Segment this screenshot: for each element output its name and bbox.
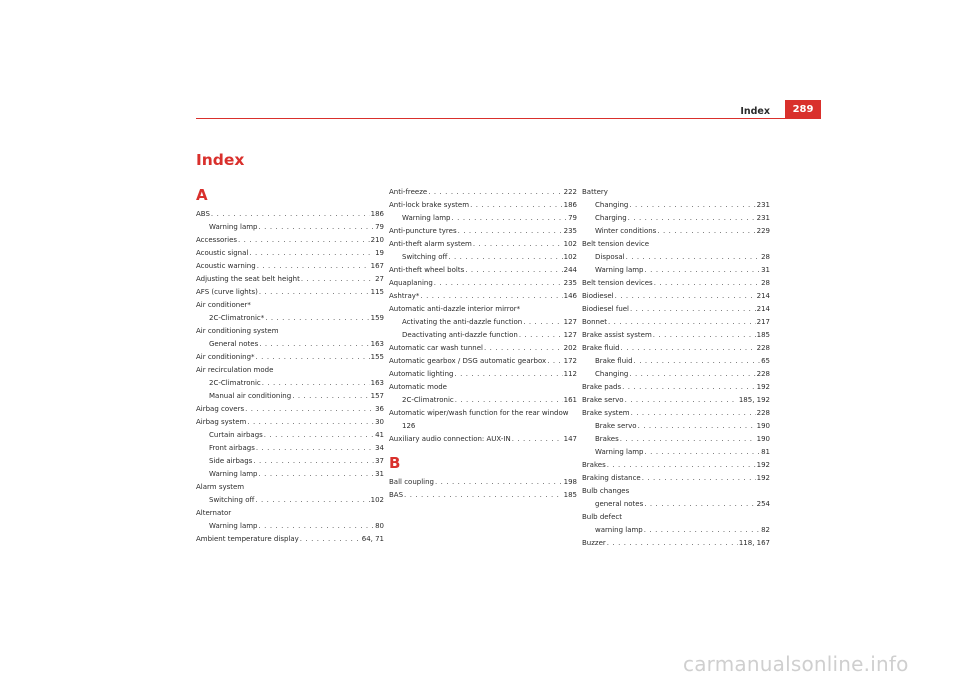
page-reference[interactable]: 31: [761, 266, 770, 274]
dot-leader: [292, 390, 369, 403]
dot-leader: [629, 368, 755, 381]
index-subentry: [582, 355, 770, 368]
index-subentry: [582, 264, 770, 277]
index-entry: [389, 199, 577, 212]
index-subentry: [582, 433, 770, 446]
page-reference[interactable]: 82: [761, 526, 770, 534]
entry-label: Ball coupling: [389, 478, 434, 486]
dot-leader: [644, 524, 760, 537]
page-number-badge: 289: [785, 100, 821, 119]
page-reference[interactable]: 222: [563, 188, 577, 196]
index-subentry: [389, 420, 577, 433]
index-subentry: [196, 520, 384, 533]
index-subentry: [196, 468, 384, 481]
dot-leader: [547, 355, 562, 368]
entry-label: Automatic car wash tunnel: [389, 344, 483, 352]
index-entry: [196, 364, 384, 377]
page-reference[interactable]: 127: [563, 331, 577, 339]
entry-label: Warning lamp: [595, 448, 644, 456]
page-reference[interactable]: 37: [375, 457, 384, 465]
dot-leader: [465, 264, 562, 277]
page-reference[interactable]: 190: [756, 435, 770, 443]
entry-label: Anti-puncture tyres: [389, 227, 457, 235]
entry-label: Aquaplaning: [389, 279, 433, 287]
dot-leader: [420, 290, 562, 303]
entry-label: Anti-theft alarm system: [389, 240, 472, 248]
index-entry: [582, 316, 770, 329]
page-reference[interactable]: 214: [756, 305, 770, 313]
dot-leader: [257, 260, 370, 273]
dot-leader: [629, 199, 755, 212]
dot-leader: [259, 221, 375, 234]
entry-label: Winter conditions: [595, 227, 657, 235]
index-entry: [389, 303, 577, 316]
entry-label: Alarm system: [196, 483, 245, 491]
index-letter-heading: A: [196, 186, 208, 204]
page-reference[interactable]: 185: [756, 331, 770, 339]
dot-leader: [238, 234, 370, 247]
dot-leader: [630, 303, 756, 316]
dot-leader: [264, 429, 374, 442]
index-subentry: [582, 251, 770, 264]
dot-leader: [452, 212, 568, 225]
page-reference[interactable]: 192: [756, 474, 770, 482]
dot-leader: [626, 251, 760, 264]
dot-leader: [634, 355, 761, 368]
dot-leader: [470, 199, 563, 212]
dot-leader: [301, 273, 374, 286]
index-entry: [196, 299, 384, 312]
entry-label: Bulb defect: [582, 513, 622, 521]
dot-leader: [211, 208, 370, 221]
page-reference[interactable]: 202: [563, 344, 577, 352]
entry-label: warning lamp: [595, 526, 643, 534]
dot-leader: [259, 468, 375, 481]
page-reference[interactable]: 229: [756, 227, 770, 235]
entry-label: Warning lamp: [209, 522, 258, 530]
dot-leader: [473, 238, 563, 251]
page-reference[interactable]: 41: [375, 431, 384, 439]
entry-label: Brake fluid: [582, 344, 620, 352]
page-reference[interactable]: 112: [563, 370, 577, 378]
dot-leader: [249, 247, 374, 260]
page-reference[interactable]: 235: [563, 279, 577, 287]
entry-label: Accessories: [196, 236, 238, 244]
dot-leader: [259, 338, 369, 351]
index-column-1: [196, 186, 384, 546]
page-reference[interactable]: 163: [370, 379, 384, 387]
entry-label: ABS: [196, 210, 210, 218]
page-reference[interactable]: 172: [563, 357, 577, 365]
index-entry: [582, 238, 770, 251]
page-reference[interactable]: 146: [563, 292, 577, 300]
entry-label: Air conditioning*: [196, 353, 255, 361]
dot-leader: [657, 225, 755, 238]
entry-label: Switching off: [402, 253, 448, 261]
index-subentry: [389, 212, 577, 225]
entry-label: Brake servo: [582, 396, 624, 404]
index-subentry: [582, 368, 770, 381]
dot-leader: [653, 329, 756, 342]
entry-label: Brake assist system: [582, 331, 652, 339]
dot-leader: [256, 351, 370, 364]
index-letter-heading: B: [389, 454, 401, 472]
entry-label: Acoustic warning: [196, 262, 256, 270]
page-reference[interactable]: 231: [756, 201, 770, 209]
dot-leader: [625, 394, 738, 407]
entry-label: Changing: [595, 201, 629, 209]
index-entry: [389, 238, 577, 251]
entry-label: Biodiesel fuel: [582, 305, 630, 313]
page-reference[interactable]: 28: [761, 279, 770, 287]
page-title: Index: [196, 151, 245, 169]
index-entry: [196, 247, 384, 260]
dot-leader: [484, 342, 563, 355]
dot-leader: [434, 277, 563, 290]
dot-leader: [628, 212, 756, 225]
entry-label: Ambient temperature display: [196, 535, 299, 543]
page-reference[interactable]: 159: [370, 314, 384, 322]
page-reference[interactable]: 190: [756, 422, 770, 430]
entry-label: Bonnet: [582, 318, 608, 326]
section-spacer: [389, 446, 577, 454]
entry-label: Adjusting the seat belt height: [196, 275, 300, 283]
index-entry: [389, 407, 577, 420]
entry-label: Side airbags: [209, 457, 253, 465]
index-entry: [389, 290, 577, 303]
entry-label: Manual air conditioning: [209, 392, 292, 400]
entry-label: Brake system: [582, 409, 630, 417]
page-reference[interactable]: 102: [370, 496, 384, 504]
index-entry: [582, 485, 770, 498]
entry-label: 126: [402, 422, 416, 430]
page-reference[interactable]: 161: [563, 396, 577, 404]
index-subentry: [582, 212, 770, 225]
page-reference[interactable]: 79: [568, 214, 577, 222]
watermark: carmanualsonline.info: [683, 652, 909, 676]
entry-label: Automatic mode: [389, 383, 447, 391]
index-entry: [389, 489, 577, 502]
entry-label: Brakes: [595, 435, 619, 443]
index-entry: [196, 403, 384, 416]
index-entry: [582, 459, 770, 472]
page-reference[interactable]: 27: [375, 275, 384, 283]
dot-leader: [454, 368, 562, 381]
dot-leader: [435, 476, 563, 489]
entry-label: Air recirculation mode: [196, 366, 274, 374]
entry-label: Curtain airbags: [209, 431, 263, 439]
dot-leader: [645, 446, 761, 459]
entry-label: Changing: [595, 370, 629, 378]
index-entry: [196, 507, 384, 520]
dot-leader: [519, 329, 563, 342]
dot-leader: [262, 377, 370, 390]
index-entry: [196, 260, 384, 273]
dot-leader: [621, 342, 756, 355]
entry-label: Brake fluid: [595, 357, 633, 365]
entry-label: Airbag covers: [196, 405, 245, 413]
index-entry: [196, 533, 384, 546]
entry-label: Brake pads: [582, 383, 622, 391]
dot-leader: [620, 433, 756, 446]
index-entry: [196, 351, 384, 364]
dot-leader: [523, 316, 562, 329]
page-reference[interactable]: 65: [761, 357, 770, 365]
index-subentry: [582, 498, 770, 511]
entry-label: Biodiesel: [582, 292, 614, 300]
entry-label: Buzzer: [582, 539, 606, 547]
entry-label: Switching off: [209, 496, 255, 504]
index-entry: [582, 394, 770, 407]
dot-leader: [455, 394, 563, 407]
index-column-2: [389, 186, 577, 502]
page-reference[interactable]: 102: [563, 253, 577, 261]
index-subentry: [582, 225, 770, 238]
dot-leader: [256, 442, 374, 455]
page-reference[interactable]: 185, 192: [738, 396, 770, 404]
page-reference[interactable]: 244: [563, 266, 577, 274]
entry-label: Belt tension device: [582, 240, 650, 248]
page-reference[interactable]: 235: [563, 227, 577, 235]
page-reference[interactable]: 210: [370, 236, 384, 244]
entry-label: Warning lamp: [595, 266, 644, 274]
entry-label: Warning lamp: [209, 470, 258, 478]
entry-label: Automatic lighting: [389, 370, 454, 378]
entry-label: Air conditioning system: [196, 327, 279, 335]
entry-label: Brake servo: [595, 422, 637, 430]
entry-label: 2C-Climatronic: [209, 379, 261, 387]
entry-label: Alternator: [196, 509, 232, 517]
index-subentry: [196, 494, 384, 507]
index-subentry: [582, 524, 770, 537]
entry-label: Deactivating anti-dazzle function: [402, 331, 518, 339]
page-reference[interactable]: 186: [370, 210, 384, 218]
index-subentry: [196, 390, 384, 403]
entry-label: Acoustic signal: [196, 249, 249, 257]
page-reference[interactable]: 217: [756, 318, 770, 326]
index-entry: [582, 342, 770, 355]
index-entry: [582, 381, 770, 394]
index-entry: [389, 277, 577, 290]
dot-leader: [458, 225, 563, 238]
entry-label: Bulb changes: [582, 487, 630, 495]
index-subentry: [582, 420, 770, 433]
index-entry: [196, 286, 384, 299]
index-subentry: [196, 442, 384, 455]
entry-label: Disposal: [595, 253, 625, 261]
index-entry: [389, 476, 577, 489]
page-reference[interactable]: 102: [563, 240, 577, 248]
dot-leader: [259, 286, 370, 299]
index-subentry: [196, 377, 384, 390]
dot-leader: [253, 455, 374, 468]
index-entry: [582, 537, 770, 550]
entry-label: Anti-theft wheel bolts: [389, 266, 465, 274]
index-entry: [389, 225, 577, 238]
page-reference[interactable]: 157: [370, 392, 384, 400]
dot-leader: [638, 420, 756, 433]
dot-leader: [259, 520, 375, 533]
dot-leader: [631, 407, 756, 420]
header-section-title: Index: [740, 106, 770, 117]
dot-leader: [265, 312, 369, 325]
page-reference[interactable]: 127: [563, 318, 577, 326]
entry-label: Warning lamp: [402, 214, 451, 222]
dot-leader: [654, 277, 760, 290]
index-entry: [582, 290, 770, 303]
dot-leader: [247, 416, 374, 429]
dot-leader: [607, 537, 738, 550]
entry-label: Automatic wiper/wash function for the rear window: [389, 409, 569, 417]
page-reference[interactable]: 186: [563, 201, 577, 209]
page-reference[interactable]: 79: [375, 223, 384, 231]
entry-label: BAS: [389, 491, 404, 499]
page-reference[interactable]: 28: [761, 253, 770, 261]
index-subentry: [389, 394, 577, 407]
index-entry: [389, 186, 577, 199]
page-reference[interactable]: 167: [370, 262, 384, 270]
index-entry: [196, 273, 384, 286]
index-entry: [582, 511, 770, 524]
index-entry: [582, 277, 770, 290]
index-subentry: [389, 251, 577, 264]
dot-leader: [255, 494, 369, 507]
index-entry: [582, 186, 770, 199]
dot-leader: [644, 498, 755, 511]
dot-leader: [642, 472, 756, 485]
entry-label: Brakes: [582, 461, 606, 469]
index-entry: [582, 472, 770, 485]
index-entry: [389, 368, 577, 381]
entry-label: Charging: [595, 214, 627, 222]
page-reference[interactable]: 155: [370, 353, 384, 361]
entry-label: General notes: [209, 340, 259, 348]
dot-leader: [607, 459, 756, 472]
entry-label: Anti-lock brake system: [389, 201, 470, 209]
index-subentry: [389, 316, 577, 329]
index-entry: [196, 481, 384, 494]
entry-label: general notes: [595, 500, 644, 508]
dot-leader: [404, 489, 563, 502]
index-entry: [582, 329, 770, 342]
page-reference[interactable]: 80: [375, 522, 384, 530]
index-subentry: [196, 429, 384, 442]
entry-label: Air conditioner*: [196, 301, 251, 309]
index-column-3: [582, 186, 770, 550]
entry-label: Ashtray*: [389, 292, 420, 300]
entry-label: Automatic gearbox / DSG automatic gearbox: [389, 357, 547, 365]
page-reference[interactable]: 254: [756, 500, 770, 508]
index-subentry: [582, 199, 770, 212]
page-reference[interactable]: 19: [375, 249, 384, 257]
index-entry: [196, 208, 384, 221]
page-reference[interactable]: 231: [756, 214, 770, 222]
entry-label: Front airbags: [209, 444, 255, 452]
index-entry: [389, 381, 577, 394]
dot-leader: [300, 533, 361, 546]
entry-label: AFS (curve lights): [196, 288, 258, 296]
entry-label: Braking distance: [582, 474, 641, 482]
index-entry: [389, 355, 577, 368]
index-entry: [582, 407, 770, 420]
page-reference[interactable]: 81: [761, 448, 770, 456]
entry-label: Activating the anti-dazzle function: [402, 318, 523, 326]
dot-leader: [622, 381, 755, 394]
dot-leader: [245, 403, 374, 416]
page-reference[interactable]: 192: [756, 461, 770, 469]
dot-leader: [608, 316, 756, 329]
page-reference[interactable]: 228: [756, 370, 770, 378]
page-reference[interactable]: 30: [375, 418, 384, 426]
page-reference[interactable]: 163: [370, 340, 384, 348]
index-entry: [389, 433, 577, 446]
page-reference[interactable]: 118, 167: [738, 539, 770, 547]
index-entry: [582, 303, 770, 316]
page-reference[interactable]: 147: [563, 435, 577, 443]
dot-leader: [512, 433, 563, 446]
index-entry: [196, 416, 384, 429]
index-subentry: [389, 329, 577, 342]
page-reference[interactable]: 36: [375, 405, 384, 413]
index-subentry: [582, 446, 770, 459]
page-reference[interactable]: 228: [756, 409, 770, 417]
page-reference[interactable]: 228: [756, 344, 770, 352]
entry-label: Belt tension devices: [582, 279, 653, 287]
index-subentry: [196, 455, 384, 468]
entry-label: 2C-Climatronic: [402, 396, 454, 404]
index-entry: [389, 342, 577, 355]
entry-label: Auxiliary audio connection: AUX-IN: [389, 435, 511, 443]
entry-label: Anti-freeze: [389, 188, 428, 196]
page-reference[interactable]: 31: [375, 470, 384, 478]
header-rule: [196, 118, 821, 119]
index-entry: [196, 234, 384, 247]
index-subentry: [196, 312, 384, 325]
dot-leader: [448, 251, 562, 264]
page-reference[interactable]: 192: [756, 383, 770, 391]
entry-label: Airbag system: [196, 418, 247, 426]
index-entry: [389, 264, 577, 277]
dot-leader: [615, 290, 756, 303]
page-reference[interactable]: 214: [756, 292, 770, 300]
entry-label: 2C-Climatronic*: [209, 314, 265, 322]
entry-label: Automatic anti-dazzle interior mirror*: [389, 305, 521, 313]
page-reference[interactable]: 64, 71: [361, 535, 384, 543]
dot-leader: [428, 186, 562, 199]
dot-leader: [645, 264, 761, 277]
page-reference[interactable]: 34: [375, 444, 384, 452]
entry-label: Battery: [582, 188, 608, 196]
page-reference[interactable]: 185: [563, 491, 577, 499]
entry-label: Warning lamp: [209, 223, 258, 231]
page-reference[interactable]: 115: [370, 288, 384, 296]
index-subentry: [196, 221, 384, 234]
index-entry: [196, 325, 384, 338]
index-subentry: [196, 338, 384, 351]
page-reference[interactable]: 198: [563, 478, 577, 486]
